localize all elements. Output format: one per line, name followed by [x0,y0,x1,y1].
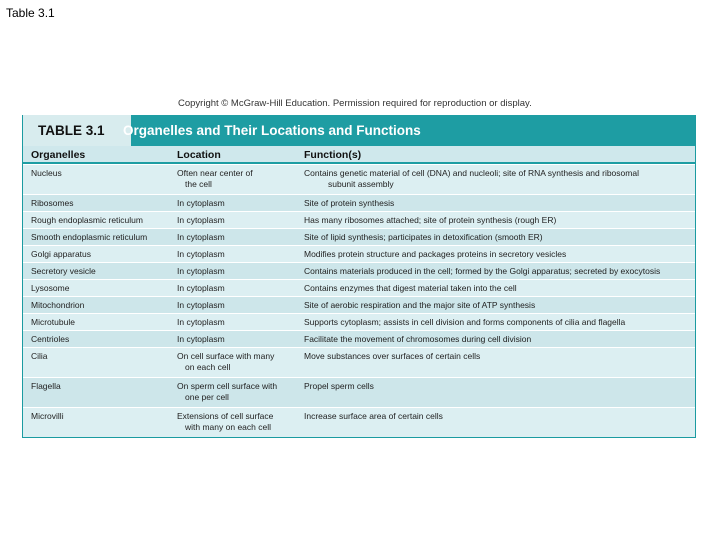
organelle-function [304,317,692,328]
organelle-function [304,168,692,190]
location-line: Extensions of cell surface [177,411,274,421]
table-row [23,296,695,313]
organelle-function [304,283,692,294]
table-title: Organelles and Their Locations and Functions [123,123,421,138]
function-line: Site of lipid synthesis; participates in detoxification (smooth ER) [304,232,543,242]
location-line: Often near center of [177,168,253,178]
function-line: Supports cytoplasm; assists in cell division and forms components of cilia and flagella [304,317,626,327]
table-grid [23,146,695,437]
location-line: On cell surface with many [177,351,275,361]
column-header-functions: Function(s) [304,149,362,161]
slide-title: Table 3.1 [6,6,55,20]
location-line: In cytoplasm [177,300,225,310]
function-line: Site of aerobic respiration and the major site of ATP synthesis [304,300,536,310]
function-line: Increase surface area of certain cells [304,411,443,421]
table-banner [23,115,695,146]
location-line-continued: one per cell [185,392,229,402]
table-header-row [23,146,695,164]
function-line: Contains genetic material of cell (DNA) and nucleoli; site of RNA synthesis and ribosomal [304,168,639,178]
organelle-name: Cilia [31,351,48,361]
table-number: TABLE 3.1 [23,115,131,146]
table-row [23,194,695,211]
function-line: Contains materials produced in the cell; formed by the Golgi apparatus; secreted by exocytosis [304,266,661,276]
organelle-function [304,300,692,311]
organelle-function [304,351,692,362]
table-row [23,330,695,347]
organelle-location [177,283,299,294]
function-line: Facilitate the movement of chromosomes during cell division [304,334,532,344]
organelle-name: Golgi apparatus [31,249,92,259]
column-header-organelles: Organelles [31,149,86,161]
location-line: In cytoplasm [177,283,225,293]
function-line: Modifies protein structure and packages proteins in secretory vesicles [304,249,567,259]
organelle-location [177,198,299,209]
function-line-continued: subunit assembly [328,179,394,189]
organelle-name: Rough endoplasmic reticulum [31,215,143,225]
organelle-location [177,381,299,403]
location-line: On sperm cell surface with [177,381,278,391]
location-line: In cytoplasm [177,232,225,242]
organelle-location [177,266,299,277]
organelle-location [177,168,299,190]
location-line: In cytoplasm [177,266,225,276]
location-line: In cytoplasm [177,317,225,327]
organelle-name: Flagella [31,381,61,391]
location-line: In cytoplasm [177,215,225,225]
organelle-function [304,215,692,226]
organelle-location [177,215,299,226]
organelle-name: Microtubule [31,317,75,327]
organelle-location [177,249,299,260]
function-line: Contains enzymes that digest material taken into the cell [304,283,517,293]
organelle-function [304,249,692,260]
table-row [23,228,695,245]
organelle-function [304,232,692,243]
location-line: In cytoplasm [177,249,225,259]
organelle-name: Smooth endoplasmic reticulum [31,232,148,242]
organelle-location [177,334,299,345]
organelle-location [177,317,299,328]
table-row [23,347,695,377]
column-header-location: Location [177,149,221,161]
copyright-notice: Copyright © McGraw-Hill Education. Permission required for reproduction or display. [178,98,532,109]
table-row [23,377,695,407]
organelle-location [177,351,299,373]
table-row [23,313,695,330]
table-row [23,262,695,279]
table-row [23,407,695,437]
table-row [23,164,695,194]
organelle-name: Centrioles [31,334,70,344]
organelle-function [304,266,692,277]
table-row [23,279,695,296]
function-line: Has many ribosomes attached; site of protein synthesis (rough ER) [304,215,557,225]
table-row [23,245,695,262]
location-line-continued: the cell [185,179,212,189]
function-line: Move substances over surfaces of certain cells [304,351,481,361]
organelle-location [177,300,299,311]
organelle-name: Mitochondrion [31,300,85,310]
organelle-location [177,232,299,243]
table-row [23,211,695,228]
organelle-function [304,381,692,392]
organelle-function [304,334,692,345]
organelle-name: Ribosomes [31,198,74,208]
organelle-name: Nucleus [31,168,62,178]
function-line: Propel sperm cells [304,381,374,391]
organelle-name: Secretory vesicle [31,266,96,276]
organelle-function [304,198,692,209]
organelle-location [177,411,299,433]
location-line: In cytoplasm [177,334,225,344]
function-line: Site of protein synthesis [304,198,395,208]
organelle-name: Microvilli [31,411,64,421]
organelle-function [304,411,692,422]
location-line: In cytoplasm [177,198,225,208]
location-line-continued: with many on each cell [185,422,271,432]
organelle-name: Lysosome [31,283,70,293]
organelles-table [22,115,696,438]
location-line-continued: on each cell [185,362,231,372]
